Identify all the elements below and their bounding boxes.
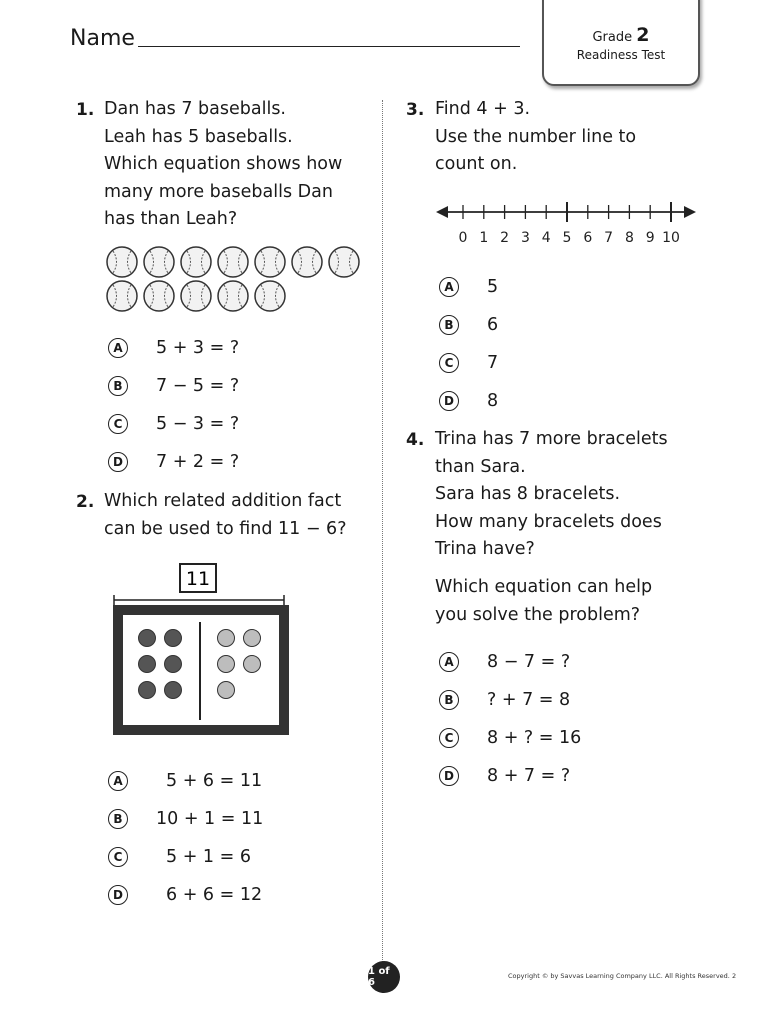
q4-choice-b[interactable] xyxy=(439,681,581,719)
q3-choice-b[interactable] xyxy=(439,306,498,344)
page-number: 2 xyxy=(731,972,737,980)
q1-line: many more baseballs Dan xyxy=(104,181,333,202)
q3-choice-c[interactable] xyxy=(439,344,498,382)
q1-text xyxy=(104,96,342,234)
grade-number: 2 xyxy=(636,24,650,46)
baseball-icon xyxy=(144,281,174,311)
q1-choice-a[interactable] xyxy=(108,329,239,367)
q1-number: 1. xyxy=(76,100,95,120)
bubble-a[interactable]: A xyxy=(439,277,459,297)
counter-dark xyxy=(139,682,156,699)
q2-line: Which related addition fact xyxy=(104,491,342,511)
choice-text: 8 + 7 = ? xyxy=(487,766,571,786)
q3-choices xyxy=(439,268,498,420)
counter-light xyxy=(218,656,235,673)
copyright-line xyxy=(508,972,736,980)
tick-label: 0 xyxy=(458,230,468,246)
q4-prompt-line: you solve the problem? xyxy=(435,604,641,625)
q3-choice-d[interactable] xyxy=(439,382,498,420)
bubble-c[interactable]: C xyxy=(439,728,459,748)
q4-line: than Sara. xyxy=(435,456,526,477)
baseball-icon xyxy=(107,247,137,277)
q3-line: Find 4 + 3. xyxy=(435,99,531,119)
choice-text: 6 xyxy=(487,315,499,335)
bubble-d[interactable]: D xyxy=(108,452,128,472)
arrow-right xyxy=(684,206,696,218)
counter-dark xyxy=(165,630,182,647)
baseball-icon xyxy=(255,281,285,311)
part-whole-mat xyxy=(108,560,292,740)
baseball-icon xyxy=(107,281,137,311)
q4-choice-a[interactable] xyxy=(439,643,581,681)
q3-number: 3. xyxy=(406,100,425,120)
q1-choice-b[interactable] xyxy=(108,367,239,405)
bubble-a[interactable]: A xyxy=(108,771,128,791)
q4-choice-d[interactable] xyxy=(439,757,581,795)
tick-label: 4 xyxy=(541,230,551,246)
q4-prompt xyxy=(435,574,652,629)
bubble-b[interactable]: B xyxy=(439,690,459,710)
choice-text: 7 − 5 = ? xyxy=(156,376,240,396)
q1-line: Leah has 5 baseballs. xyxy=(104,126,293,147)
name-label: Name xyxy=(70,26,135,51)
bubble-a[interactable]: A xyxy=(439,652,459,672)
bubble-b[interactable]: B xyxy=(108,809,128,829)
baseball-icon xyxy=(255,247,285,277)
choice-text: 8 + ? = 16 xyxy=(487,728,582,748)
number-line xyxy=(434,198,700,248)
tick-label: 1 xyxy=(479,230,489,246)
q1-line: has than Leah? xyxy=(104,209,238,229)
tick-label: 7 xyxy=(604,230,614,246)
baseball-icon xyxy=(181,247,211,277)
q2-choices xyxy=(108,762,263,914)
test-title: Readiness Test xyxy=(576,48,666,62)
choice-text: ? + 7 = 8 xyxy=(487,690,571,710)
bubble-b[interactable]: B xyxy=(439,315,459,335)
total-label: 11 xyxy=(185,568,211,590)
q4-line: Sara has 8 bracelets. xyxy=(435,484,621,504)
baseball-icon xyxy=(218,247,248,277)
baseball-icon xyxy=(218,281,248,311)
tick-label: 8 xyxy=(624,230,634,246)
q2-choice-b[interactable] xyxy=(108,800,263,838)
bubble-c[interactable]: C xyxy=(108,414,128,434)
choice-text: 8 − 7 = ? xyxy=(487,652,571,672)
q3-line: count on. xyxy=(435,154,518,174)
q2-number: 2. xyxy=(76,492,95,512)
bubble-b[interactable]: B xyxy=(108,376,128,396)
grade-word: Grade xyxy=(592,30,633,45)
q2-line: can be used to find 11 − 6? xyxy=(104,518,347,539)
choice-text: 7 xyxy=(487,353,499,373)
counter-light xyxy=(218,630,235,647)
counter-dark xyxy=(165,656,182,673)
q4-choices xyxy=(439,643,581,795)
tick-label: 6 xyxy=(583,230,593,246)
tick-label: 3 xyxy=(520,230,530,246)
q2-choice-a[interactable] xyxy=(108,762,263,800)
bubble-c[interactable]: C xyxy=(108,847,128,867)
column-divider xyxy=(382,100,383,970)
grade-box xyxy=(542,0,700,86)
q4-text xyxy=(435,426,668,564)
q1-choice-d[interactable] xyxy=(108,443,239,481)
q3-choice-a[interactable] xyxy=(439,268,498,306)
baseballs-picture xyxy=(104,244,368,316)
bubble-d[interactable]: D xyxy=(439,391,459,411)
q2-choice-c[interactable] xyxy=(108,838,263,876)
tick-label: 10 xyxy=(662,230,680,246)
q4-number: 4. xyxy=(406,430,425,450)
q1-line: Which equation shows how xyxy=(104,154,343,174)
tick-label: 5 xyxy=(562,230,572,246)
copyright-text: Copyright © by Savvas Learning Company LLC. All Rights Reserved. xyxy=(508,972,730,980)
counter-dark xyxy=(139,656,156,673)
q4-line: Trina has 7 more bracelets xyxy=(435,429,668,449)
counter-dark xyxy=(139,630,156,647)
choice-text: 5 xyxy=(487,277,499,297)
counter-dark xyxy=(165,682,182,699)
q4-line: Trina have? xyxy=(435,539,535,559)
choice-text: 8 xyxy=(487,391,499,411)
bubble-c[interactable]: C xyxy=(439,353,459,373)
q4-line: How many bracelets does xyxy=(435,511,662,532)
tick-label: 2 xyxy=(500,230,510,246)
q3-text xyxy=(435,96,636,179)
bubble-d[interactable]: D xyxy=(439,766,459,786)
q2-choice-d[interactable] xyxy=(108,876,263,914)
q4-choice-c[interactable] xyxy=(439,719,581,757)
arrow-left xyxy=(436,206,448,218)
baseball-icon xyxy=(144,247,174,277)
baseball-icon xyxy=(292,247,322,277)
choice-text: 10 + 1 = 11 xyxy=(156,809,264,829)
q1-choices xyxy=(108,329,239,481)
q1-line: Dan has 7 baseballs. xyxy=(104,99,286,119)
choice-text: 5 + 6 = 11 xyxy=(166,771,263,791)
tick-label: 9 xyxy=(645,230,655,246)
choice-text: 5 − 3 = ? xyxy=(156,414,240,434)
q1-choice-c[interactable] xyxy=(108,405,239,443)
name-line[interactable] xyxy=(138,46,520,47)
counter-light xyxy=(244,656,261,673)
counter-light xyxy=(244,630,261,647)
choice-text: 5 + 1 = 6 xyxy=(166,847,251,867)
bubble-d[interactable]: D xyxy=(108,885,128,905)
baseball-icon xyxy=(329,247,359,277)
counter-light xyxy=(218,682,235,699)
choice-text: 5 + 3 = ? xyxy=(156,338,240,358)
bubble-a[interactable]: A xyxy=(108,338,128,358)
q2-text xyxy=(104,488,346,543)
choice-text: 6 + 6 = 12 xyxy=(166,885,263,905)
q3-line: Use the number line to xyxy=(435,126,637,147)
choice-text: 7 + 2 = ? xyxy=(156,452,240,472)
page-badge: 1 of 6 xyxy=(368,961,400,993)
baseball-icon xyxy=(181,281,211,311)
q4-prompt-line: Which equation can help xyxy=(435,577,653,597)
